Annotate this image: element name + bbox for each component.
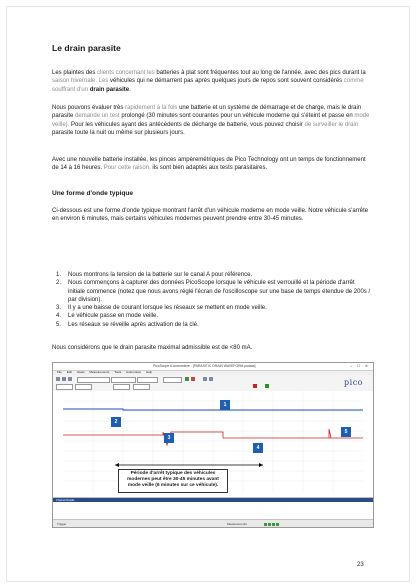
picoscope-screenshot [52, 362, 374, 528]
window-controls[interactable]: – ☐ ✕ [350, 364, 370, 368]
waveform-paragraph: Ci-dessous est une forme d'onde typique montrant l'arrêt d'un véhicule moderne en mode veille. Notre véhicule s'arrête en environ 6 minutes, mais certains véhicules modernes peuvent prendre entre 30-45 minutes. [52, 208, 369, 223]
callout-4: 4 [253, 443, 263, 453]
run-icon[interactable] [185, 377, 189, 381]
battery-paragraph: Avec une nouvelle batterie installée, les pinces ampèremétriques de Pico Technology ont un temps de fonctionnement de 14 à 16 heures. Pour cette raison, ils sont bien adaptés aux tests parasitaires. [52, 157, 366, 172]
menu-tools[interactable]: Tools [114, 370, 122, 374]
toolbar [53, 375, 373, 392]
menu-edit[interactable]: Edit [66, 370, 72, 374]
window-title: PicoScope 6 Automotive - [PARASITIC DRAIN WAVEFORM.psdata] [153, 364, 256, 368]
record-icon[interactable] [253, 384, 257, 388]
timebase-field[interactable] [77, 377, 110, 383]
measurements-button[interactable]: Measurements [227, 522, 247, 526]
channel-b-range[interactable] [113, 384, 130, 390]
menu-measurements[interactable]: Measurements [89, 370, 110, 374]
channel-b-coupling[interactable] [133, 384, 150, 390]
print-icon[interactable] [68, 377, 72, 381]
threshold-paragraph: Nous considérons que le drain parasite maximal admissible est de <80 mA. [52, 345, 253, 351]
list-item: 3. Il y a une baisse de courant lorsque les réseaux se mettent en mode veille. [56, 305, 267, 312]
channel-a-range[interactable] [56, 384, 73, 390]
zoom-icon[interactable] [209, 377, 213, 381]
list-item: 2. Nous commençons à capturer des données PicoScope lorsque le véhicule est verrouillé et la période d'arrêt initiale commence (notez que nous avons réglé l'écran de l'oscilloscope sur une base de temps étendue de 200s / par division). [56, 280, 371, 303]
capture-count-field[interactable] [163, 377, 182, 383]
measurements-panel [53, 497, 373, 520]
trigger-status[interactable]: Trigger [57, 522, 67, 526]
page-number: 23 [357, 562, 364, 568]
open-icon[interactable] [56, 377, 60, 381]
section-heading: Une forme d'onde typique [52, 190, 134, 197]
zoom-field[interactable] [137, 377, 158, 383]
callout-3: 3 [164, 433, 174, 443]
y-axis-scale [53, 391, 63, 497]
go-icon[interactable] [265, 384, 269, 388]
measurements-header: Channel Details [53, 498, 373, 502]
list-item: 4. Le véhicule passe en mode veille. [56, 313, 159, 320]
callout-5: 5 [341, 427, 351, 437]
callout-1: 1 [220, 400, 230, 410]
stop-icon[interactable] [191, 377, 195, 381]
menu-views[interactable]: Views [76, 370, 85, 374]
page-title: Le drain parasite [52, 43, 121, 53]
status-bar [53, 519, 373, 528]
standby-note: Période d'arrêt typique des véhicules modernes peut être 30-45 minutes avant mode veille (6 minutes sur ce véhicule). [118, 469, 228, 493]
menu-automotive[interactable]: Automotive [126, 370, 142, 374]
steps-list [52, 271, 372, 329]
menu-file[interactable]: File [57, 370, 62, 374]
save-icon[interactable] [62, 377, 66, 381]
menu-help[interactable]: Help [145, 370, 153, 374]
evaluation-paragraph: Nous pouvons évaluer très rapidement à la fois une batterie et un système de démarrage et de charge, mais le drain parasite demande un test prolongé (30 minutes sont courantes pour un véhicule moderne qui s'éteint et passe en mode veille). Pour les véhicules ayant des antécédents de décharge de batterie, vous pouvez choisir de surveiller le drain parasite toute la nuit ou même sur plusieurs jours. [52, 105, 370, 136]
scope-view [53, 391, 373, 497]
list-item: 1. Nous montrons la tension de la batterie sur le canal A pour référence. [56, 272, 253, 278]
intro-paragraph: Les plaintes des clients concernant les batteries à plat sont fréquentes tout au long de l'année, avec des pics durant la saison hivernale. Les véhicules qui ne démarrent pas après quelques jours de repos sont souvent considérés comme souffrant d'un drain parasite. [52, 70, 366, 93]
channel-a-coupling[interactable] [75, 384, 92, 390]
ruler-icon[interactable] [203, 377, 207, 381]
samples-field[interactable] [111, 377, 136, 383]
callout-2: 2 [111, 417, 121, 427]
list-item: 5. Les réseaux se réveille après activation de la clé. [56, 321, 199, 328]
status-indicators [263, 522, 279, 526]
pico-logo: pico [344, 378, 363, 387]
